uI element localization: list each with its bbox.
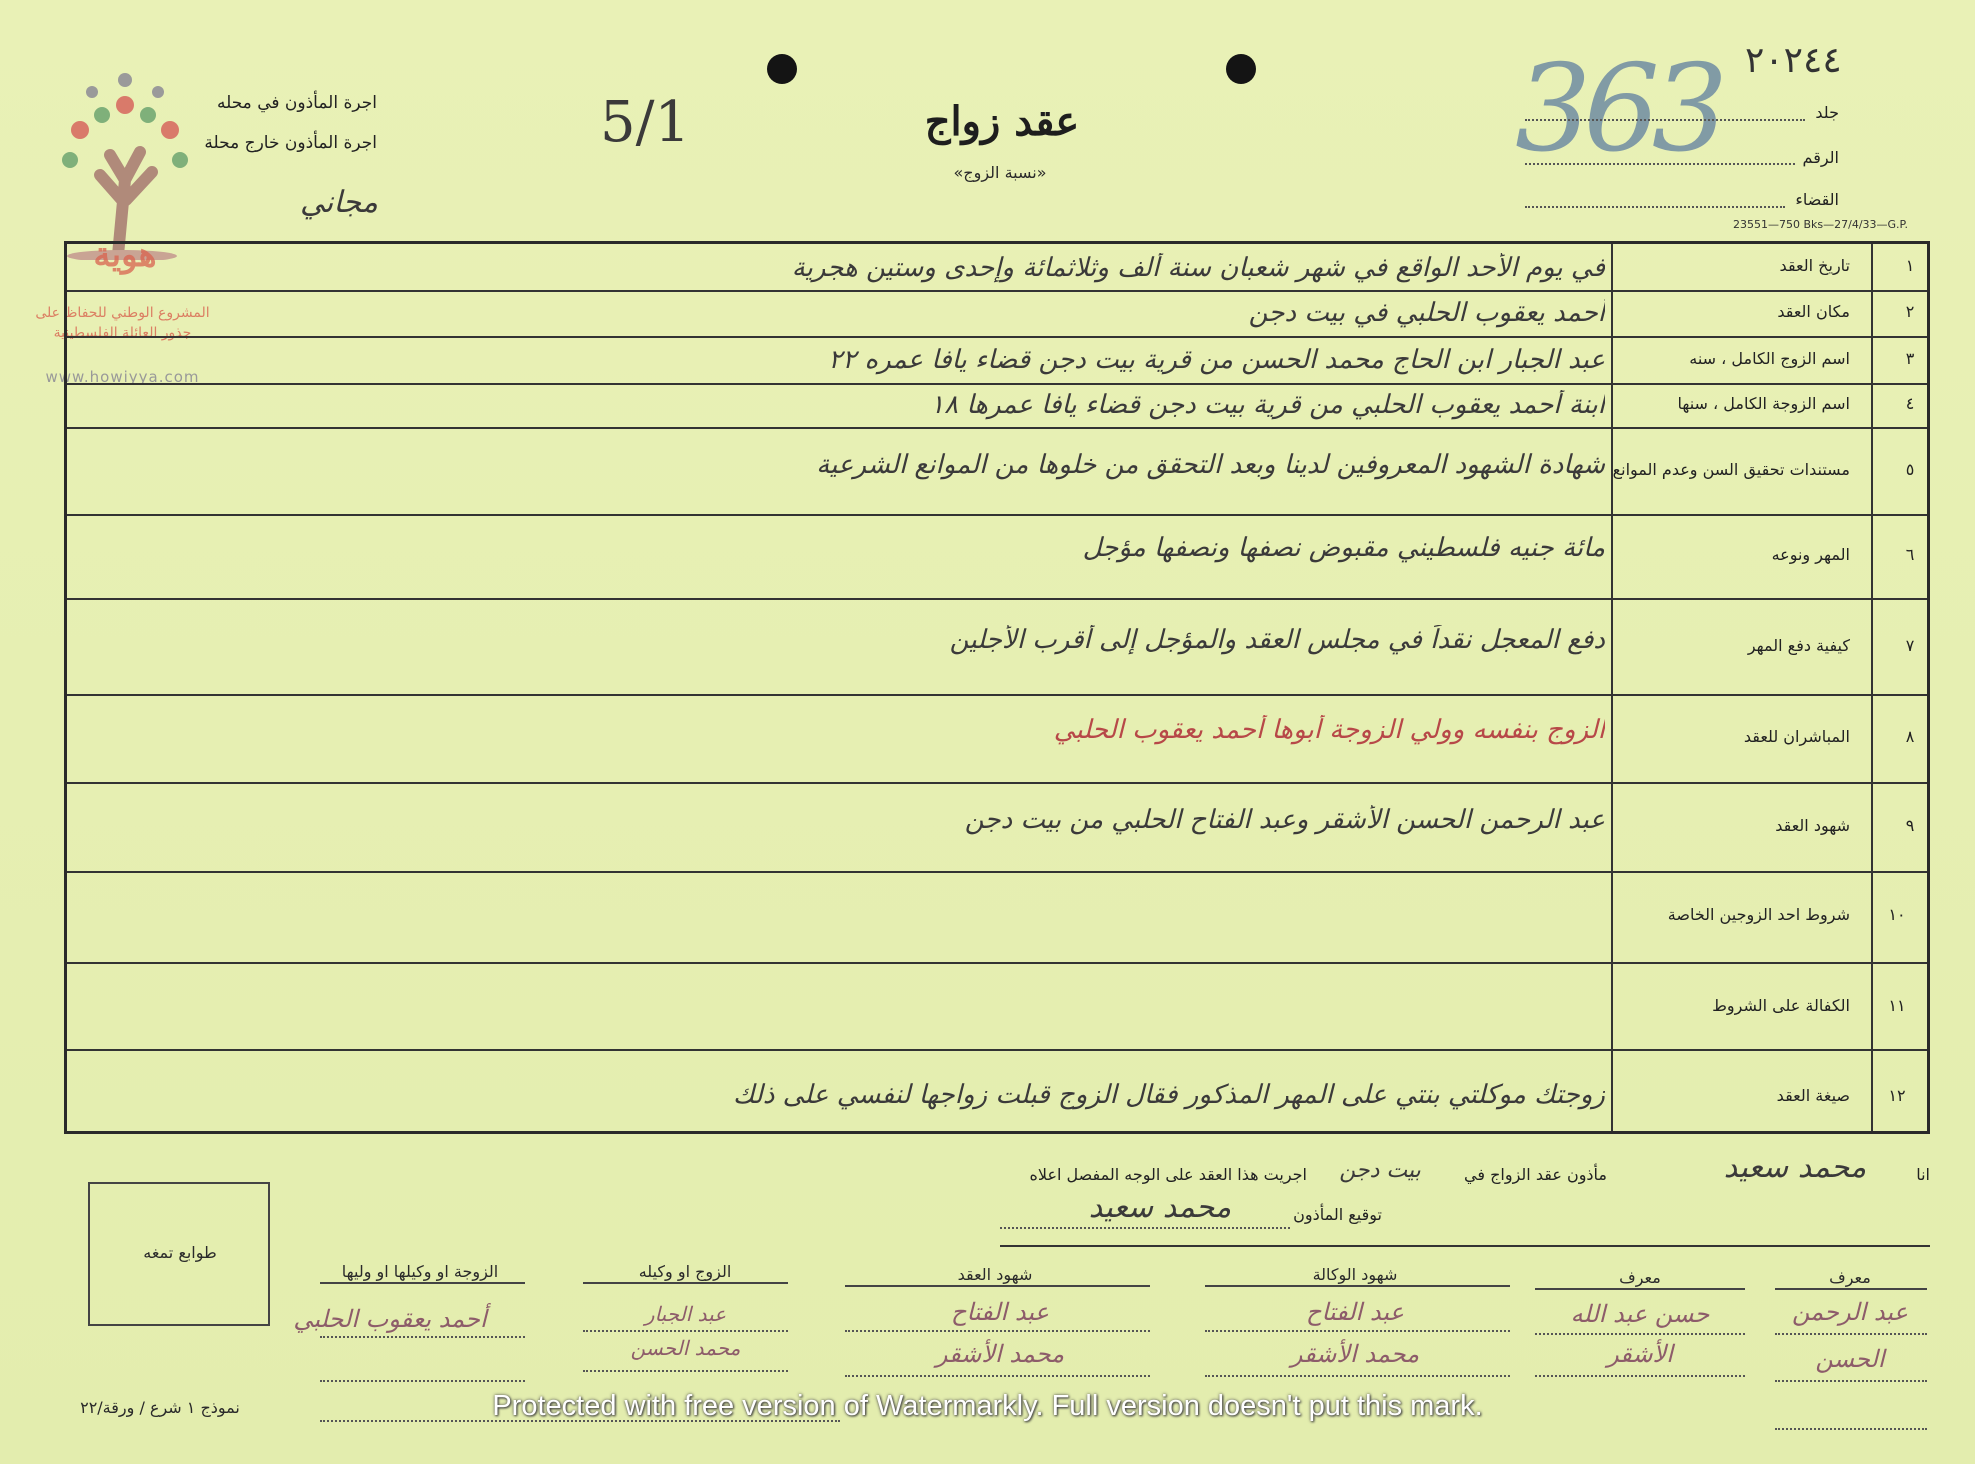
sig-col-3-head: شهود العقد: [957, 1265, 1033, 1284]
row-1-number: ١: [1905, 256, 1915, 275]
row-3-content: عبد الجبار ابن الحاج محمد الحسن من قرية بيت دجن قضاء يافا عمره ٢٢: [828, 345, 1605, 375]
row-8-number: ٨: [1905, 727, 1915, 746]
district-field-line: [1525, 206, 1785, 208]
fees-handwritten: مجاني: [300, 185, 378, 220]
officiant-place: بيت دجن: [1339, 1158, 1421, 1183]
row-5-number: ٥: [1905, 460, 1915, 479]
row-6-content: مائة جنيه فلسطيني مقبوض نصفها ونصفها مؤجل: [1082, 533, 1605, 563]
row-6-label: المهر ونوعه: [1771, 545, 1850, 564]
document-subtitle: «نسبة الزوج»: [953, 163, 1047, 182]
logo-tagline-2: جذور العائلة الفلسطينية: [53, 325, 192, 341]
sig-col-5-head: معرف: [1619, 1268, 1661, 1287]
sig-col-4-sig1: عبد الفتاح: [1306, 1298, 1404, 1326]
row-3-label: اسم الزوج الكامل ، سنه: [1689, 349, 1850, 368]
row-10-number: ١٠: [1888, 905, 1906, 924]
officiant-signature: محمد سعيد: [1088, 1190, 1232, 1225]
sig-col-2-sig1: عبد الجبار: [644, 1302, 727, 1326]
row-7-content: دفع المعجل نقداً في مجلس العقد والمؤجل إلى أقرب الأجلين: [949, 625, 1605, 655]
row-1-label: تاريخ العقد: [1779, 256, 1850, 275]
footer-separator: [1000, 1245, 1930, 1247]
row-4-content: ابنة أحمد يعقوب الحلبي من قرية بيت دجن قضاء يافا عمرها ١٨: [930, 390, 1605, 420]
row-2-content: أحمد يعقوب الحلبي في بيت دجن: [1248, 298, 1605, 328]
declaration-ana: انا: [1916, 1165, 1930, 1184]
officiant-name: محمد سعيد: [1723, 1150, 1867, 1185]
row-4-number: ٤: [1905, 394, 1915, 413]
sig-col-1-head: الزوجة او وكيلها او وليها: [341, 1262, 499, 1281]
volume-field-label: جلد: [1815, 103, 1839, 122]
volume-field-line: [1525, 119, 1805, 121]
sig-col-4-head: شهود الوكالة: [1312, 1265, 1398, 1284]
row-7-number: ٧: [1905, 636, 1915, 655]
row-7-label: كيفية دفع المهر: [1747, 636, 1850, 655]
number-field-line: [1525, 163, 1795, 165]
tree-icon: [30, 60, 215, 260]
row-9-label: شهود العقد: [1775, 816, 1850, 835]
logo-name: هوية: [93, 235, 157, 275]
sig-col-5-sig1: حسن عبد الله: [1570, 1300, 1710, 1328]
watermark-notice: Protected with free version of Watermarkly. Full version doesn't put this mark.: [492, 1390, 1483, 1422]
row-10-label: شروط احد الزوجين الخاصة: [1667, 905, 1850, 924]
row-6-number: ٦: [1905, 545, 1915, 564]
declaration-performed: اجريت هذا العقد على الوجه المفصل اعلاه: [1029, 1165, 1307, 1184]
row-3-number: ٣: [1905, 349, 1915, 368]
number-field-label: الرقم: [1802, 148, 1839, 167]
row-2-number: ٢: [1905, 302, 1915, 321]
row-2-label: مكان العقد: [1777, 302, 1850, 321]
row-5-content: شهادة الشهود المعروفين لدينا وبعد التحقق من خلوها من الموانع الشرعية: [816, 450, 1605, 480]
sig-col-3-sig2: محمد الأشقر: [935, 1340, 1065, 1368]
stamps-label: طوابع تمغه: [143, 1243, 217, 1262]
row-8-label: المباشران للعقد: [1743, 727, 1850, 746]
serial-printed: ٢٠٢٤٤: [1745, 40, 1842, 81]
sig-col-6-sig1: عبد الرحمن: [1792, 1298, 1908, 1326]
sig-col-3-sig1: عبد الفتاح: [951, 1298, 1049, 1326]
row-4-label: اسم الزوجة الكامل ، سنها: [1677, 394, 1850, 413]
row-12-content: زوجتك موكلتي بنتي على المهر المذكور فقال الزوج قبلت زواجها لنفسي على ذلك: [732, 1080, 1605, 1110]
print-code: 23551—750 Bks—27/4/33—G.P.: [1733, 218, 1908, 231]
row-11-label: الكفالة على الشروط: [1712, 996, 1850, 1015]
row-5-label: مستندات تحقيق السن وعدم الموانع: [1612, 460, 1850, 479]
row-8-content: الزوج بنفسه وولي الزوجة أبوها أحمد يعقوب الحلبي: [1053, 715, 1605, 745]
sig-col-2-sig2: محمد الحسن: [630, 1336, 741, 1360]
officiant-signature-label: توقيع المأذون: [1293, 1205, 1382, 1224]
row-12-number: ١٢: [1888, 1086, 1906, 1105]
sig-col-4-sig2: محمد الأشقر: [1290, 1340, 1420, 1368]
logo-url: www.howiyya.com: [45, 368, 200, 386]
sig-col-5-sig2: الأشقر: [1607, 1340, 1673, 1368]
sig-col-1-sig1: أحمد يعقوب الحلبي: [293, 1305, 487, 1333]
row-12-label: صيغة العقد: [1776, 1086, 1850, 1105]
serial-handwritten: 363: [1515, 40, 1721, 179]
fee-outside-label: اجرة المأذون خارج محلة: [204, 133, 377, 153]
sig-col-6-head: معرف: [1829, 1268, 1871, 1287]
district-field-label: القضاء: [1795, 190, 1839, 209]
punch-hole-left: [767, 54, 797, 84]
sig-col-2-head: الزوج او وكيله: [638, 1262, 732, 1281]
declaration-officiant-of: مأذون عقد الزواج في: [1464, 1165, 1607, 1184]
form-code: نموذج ١ شرع / ورقة/٢٢: [80, 1398, 240, 1417]
logo-tagline-1: المشروع الوطني للحفاظ على: [35, 305, 210, 321]
officiant-signature-line: [1000, 1227, 1290, 1229]
row-11-number: ١١: [1888, 996, 1906, 1015]
sig-col-6-sig2: الحسن: [1815, 1345, 1885, 1373]
document-title: عقد زواج: [924, 98, 1080, 145]
row-9-content: عبد الرحمن الحسن الأشقر وعبد الفتاح الحلبي من بيت دجن: [964, 805, 1605, 835]
row-9-number: ٩: [1905, 816, 1915, 835]
row-1-content: في يوم الأحد الواقع في شهر شعبان سنة ألف وثلاثمائة وإحدى وستين هجرية: [791, 253, 1605, 283]
punch-hole-right: [1226, 54, 1256, 84]
side-handwritten-note: 5/1: [600, 90, 691, 155]
fee-inside-label: اجرة المأذون في محله: [216, 93, 377, 113]
